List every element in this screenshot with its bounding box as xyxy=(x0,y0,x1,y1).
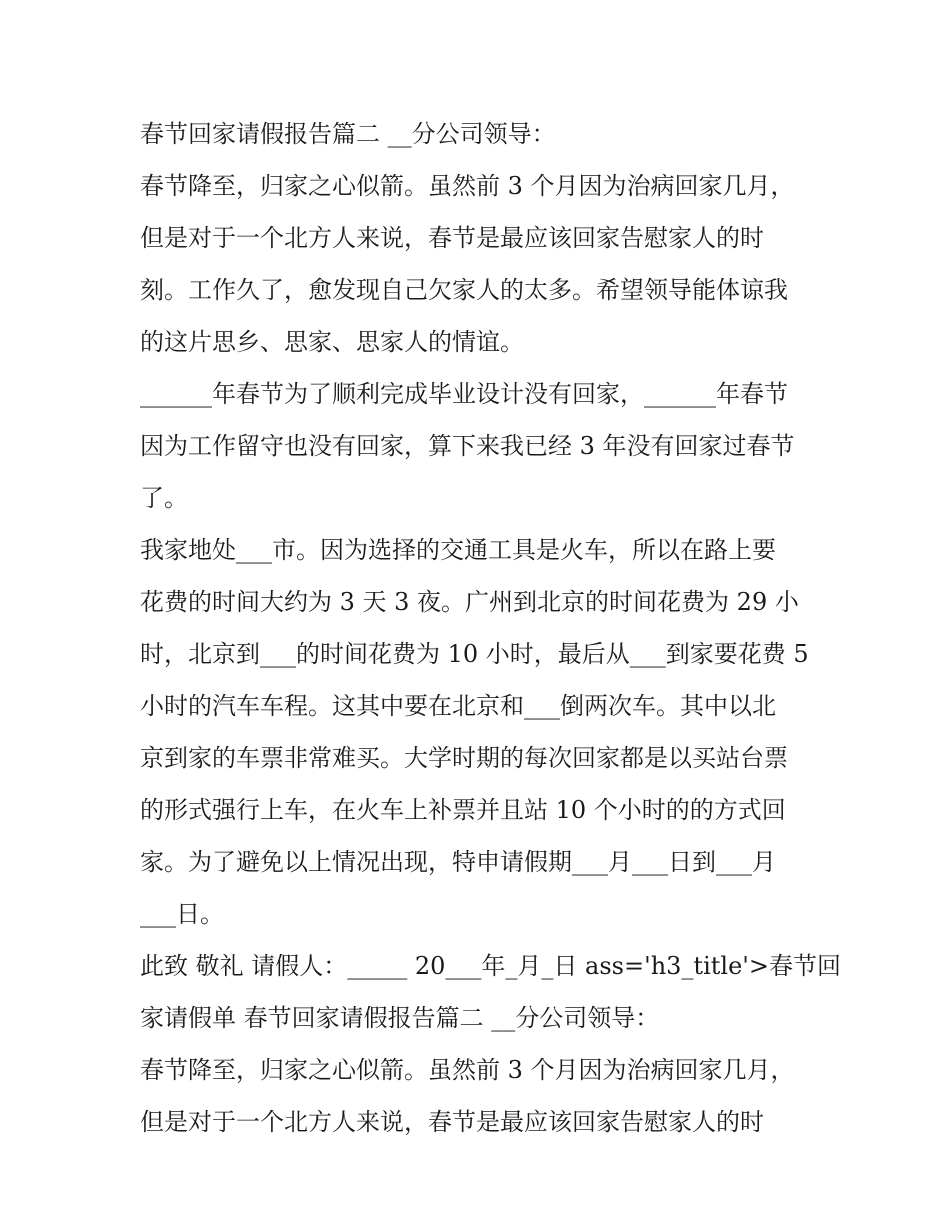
text-line: 刻。工作久了，愈发现自己欠家人的太多。希望领导能体谅我 xyxy=(140,276,788,304)
text-line: 的这片思乡、思家、思家人的情谊。 xyxy=(140,328,524,356)
document-body xyxy=(140,108,841,1148)
text-line: 京到家的车票非常难买。大学时期的每次回家都是以买站台票 xyxy=(140,744,788,772)
text-line: 春节降至，归家之心似箭。虽然前 3 个月因为治病回家几月， xyxy=(140,1056,795,1084)
text-line: ______年春节为了顺利完成毕业设计没有回家，______年春节 xyxy=(140,380,788,408)
text-line: 我家地处___市。因为选择的交通工具是火车，所以在路上要 xyxy=(140,536,776,564)
text-line: 但是对于一个北方人来说，春节是最应该回家告慰家人的时 xyxy=(140,1108,764,1136)
text-line: 了。 xyxy=(140,484,188,512)
text-line: 此致 敬礼 请假人：_____ 20___年_月_日 ass='h3_title'>春节回 xyxy=(140,952,841,980)
text-line: 家。为了避免以上情况出现，特申请假期___月___日到___月 xyxy=(140,848,776,876)
text-line: 家请假单 春节回家请假报告篇二 __分公司领导： xyxy=(140,1004,660,1032)
text-line: ___日。 xyxy=(140,900,224,928)
text-line: 因为工作留守也没有回家，算下来我已经 3 年没有回家过春节 xyxy=(140,432,795,460)
text-line: 春节回家请假报告篇二 __分公司领导： xyxy=(140,120,556,148)
text-line: 小时的汽车车程。这其中要在北京和___倒两次车。其中以北 xyxy=(140,692,776,720)
text-line: 的形式强行上车，在火车上补票并且站 10 个小时的的方式回 xyxy=(140,796,786,824)
text-line: 但是对于一个北方人来说，春节是最应该回家告慰家人的时 xyxy=(140,224,764,252)
text-line: 花费的时间大约为 3 天 3 夜。广州到北京的时间花费为 29 小 xyxy=(140,588,799,616)
text-line: 春节降至，归家之心似箭。虽然前 3 个月因为治病回家几月， xyxy=(140,172,795,200)
text-line: 时，北京到___的时间花费为 10 小时，最后从___到家要花费 5 xyxy=(140,640,809,668)
